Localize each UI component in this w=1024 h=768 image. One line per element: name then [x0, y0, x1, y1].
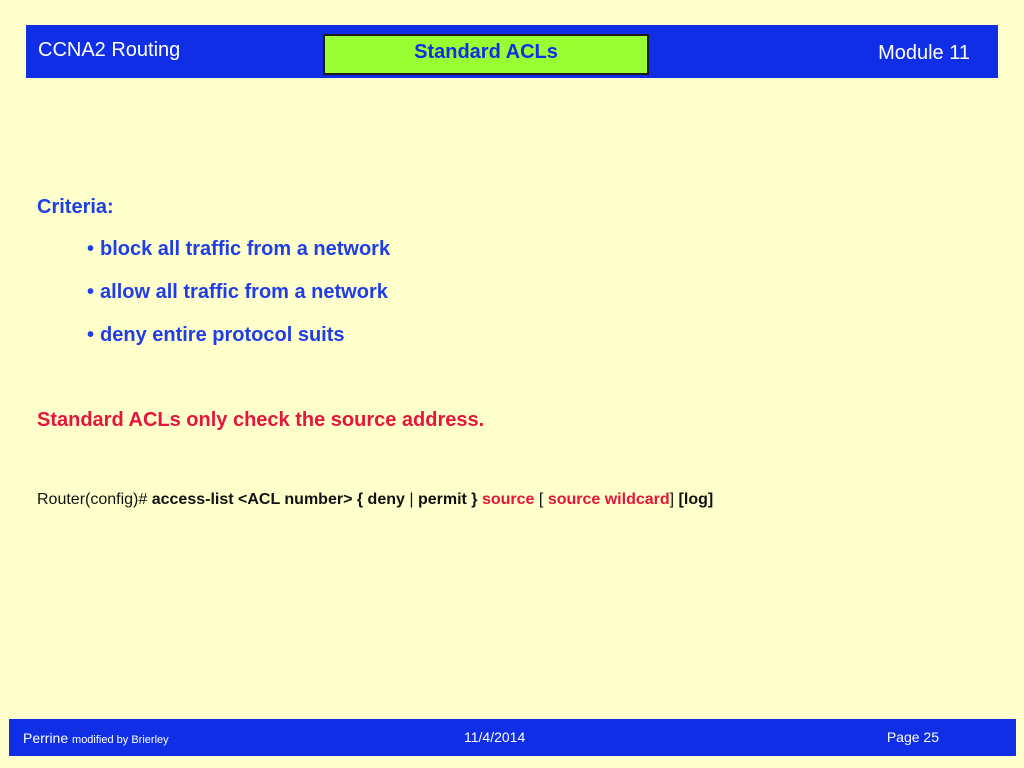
criteria-item: [87, 279, 388, 305]
syntax-source-wildcard: source wildcard: [547, 491, 670, 508]
source-address-note: Standard ACLs only check the source address.: [37, 409, 485, 431]
syntax-log: [log]: [678, 491, 714, 508]
criteria-item-text: deny entire protocol suits: [100, 324, 345, 346]
slide-title-box: [323, 34, 649, 75]
footer-date: 11/4/2014: [464, 729, 526, 745]
syntax-deny: deny: [367, 491, 405, 508]
bullet-icon: •: [87, 324, 95, 346]
module-label: Module 11: [878, 42, 970, 64]
syntax-source: source: [481, 491, 535, 508]
footer-author: [23, 729, 169, 749]
slide-title: Standard ACLs: [414, 41, 558, 63]
command-syntax: [37, 489, 713, 511]
page-number: Page 25: [886, 729, 939, 745]
author-note: modified by Brierley: [72, 734, 169, 746]
criteria-item: [87, 322, 345, 348]
bullet-icon: •: [87, 238, 95, 260]
course-name: CCNA2 Routing: [38, 39, 181, 61]
bullet-icon: •: [87, 281, 95, 303]
footer-bar: [9, 719, 1016, 756]
syntax-pipe: |: [409, 491, 414, 508]
syntax-prompt: Router(config)#: [37, 491, 148, 508]
criteria-heading: Criteria:: [37, 196, 114, 218]
syntax-open-bracket: [: [538, 491, 544, 508]
syntax-close-bracket: ]: [669, 491, 675, 508]
criteria-item-text: allow all traffic from a network: [100, 281, 388, 303]
criteria-item-text: block all traffic from a network: [100, 238, 391, 260]
author-name: Perrine: [23, 730, 69, 746]
header-bar: [26, 25, 998, 78]
criteria-item: [87, 236, 390, 262]
syntax-permit: permit }: [417, 491, 478, 508]
syntax-command: access-list <ACL number> {: [151, 491, 364, 508]
